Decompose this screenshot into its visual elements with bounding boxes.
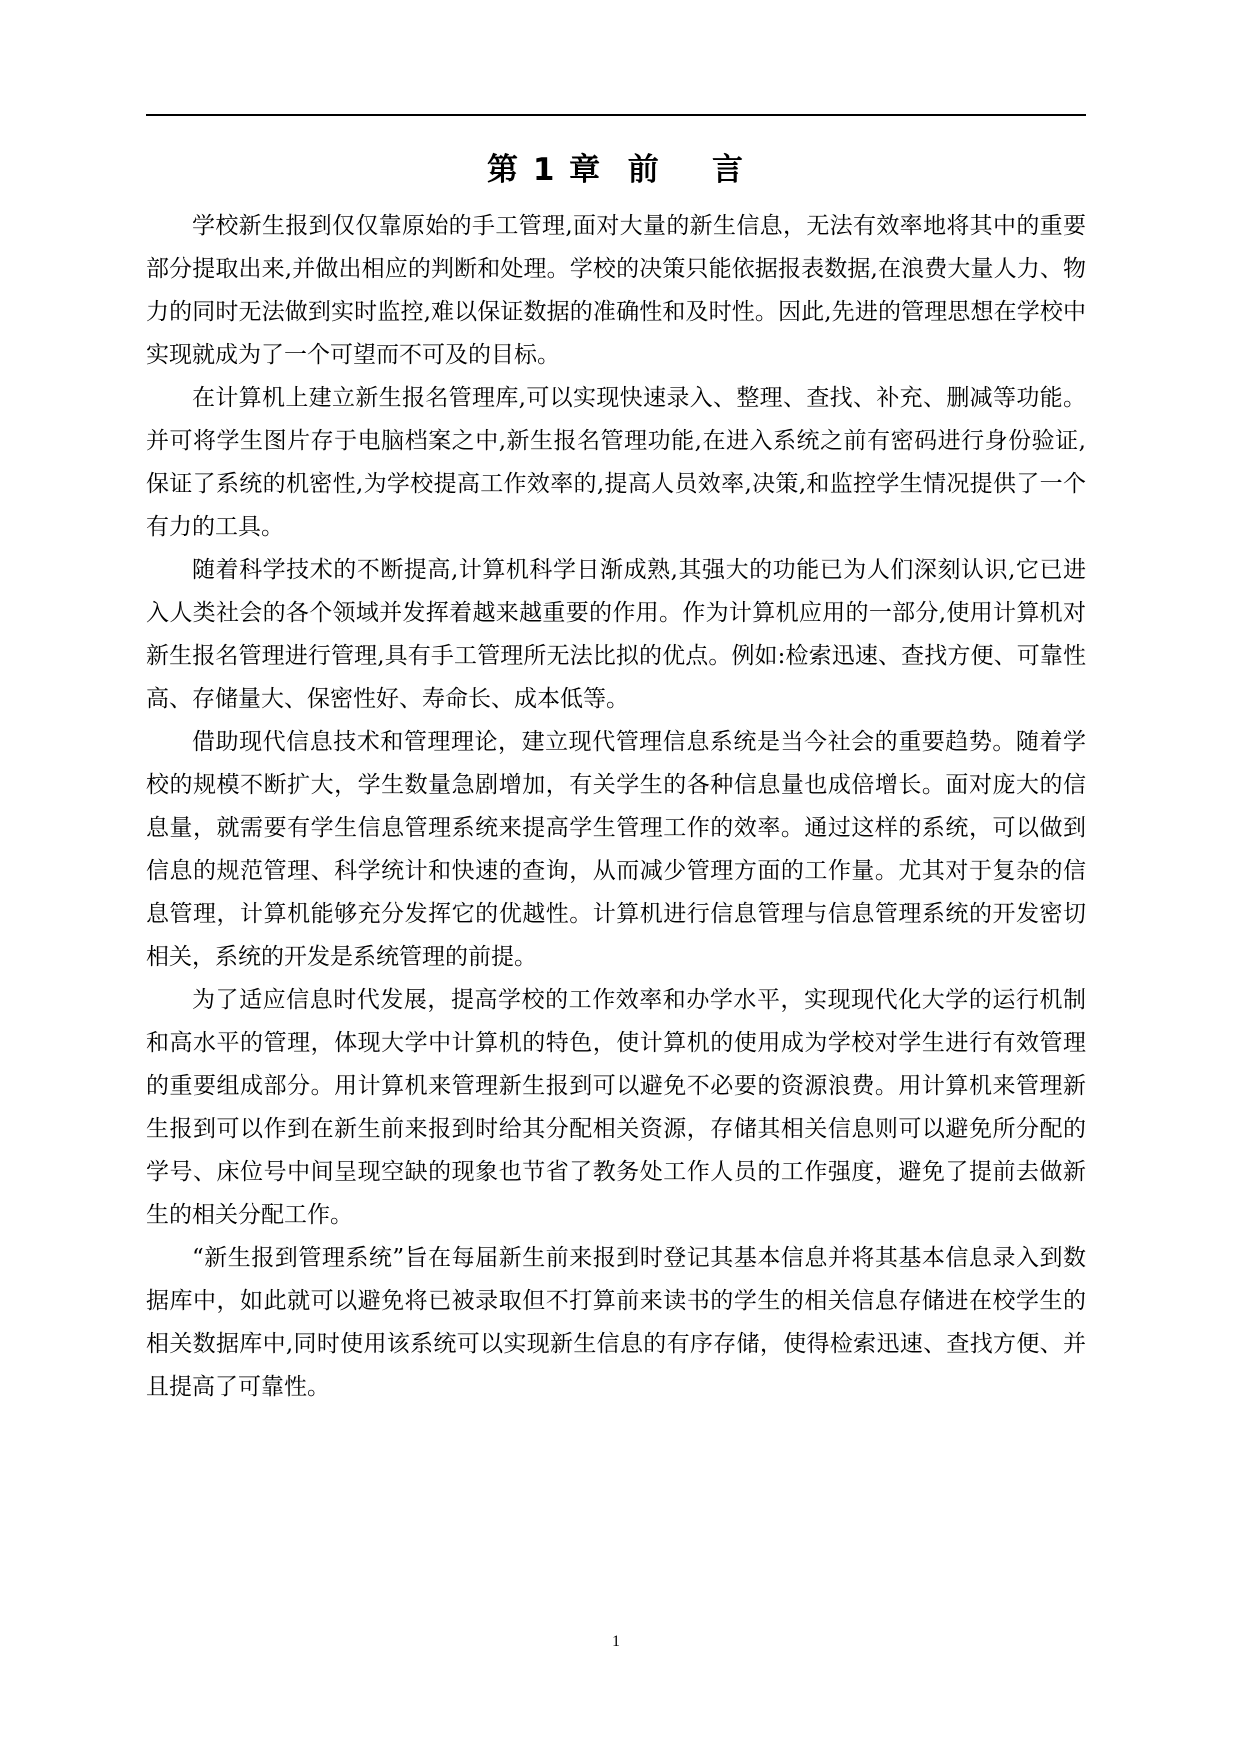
paragraph: 借助现代信息技术和管理理论，建立现代管理信息系统是当今社会的重要趋势。随着学校的规模不断扩大，学生数量急剧增加，有关学生的各种信息量也成倍增长。面对庞大的信息量，就需要有学生信息管理系统来提高学生管理工作的效率。通过这样的系统，可以做到信息的规范管理、科学统计和快速的查询，从而减少管理方面的工作量。尤其对于复杂的信息管理，计算机能够充分发挥它的优越性。计算机进行信息管理与信息管理系统的开发密切相关，系统的开发是系统管理的前提。 bbox=[146, 729, 1086, 970]
paragraph: 为了适应信息时代发展，提高学校的工作效率和办学水平，实现现代化大学的运行机制和高水平的管理，体现大学中计算机的特色，使计算机的使用成为学校对学生进行有效管理的重要组成部分。用计算机来管理新生报到可以避免不必要的资源浪费。用计算机来管理新生报到可以作到在新生前来报到时给其分配相关资源，存储其相关信息则可以避免所分配的学号、床位号中间呈现空缺的现象也节省了教务处工作人员的工作强度，避免了提前去做新生的相关分配工作。 bbox=[146, 987, 1086, 1228]
paragraph: “新生报到管理系统”旨在每届新生前来报到时登记其基本信息并将其基本信息录入到数据库中，如此就可以避免将已被录取但不打算前来读书的学生的相关信息存储进在校学生的相关数据库中,同时使用该系统可以实现新生信息的有序存储，使得检索迅速、查找方便、并且提高了可靠性。 bbox=[146, 1245, 1086, 1400]
chapter-title: 第 1 章 前 言 bbox=[487, 152, 745, 188]
body-text bbox=[146, 205, 1086, 1409]
page-number: 1 bbox=[612, 1633, 620, 1650]
header-rule bbox=[146, 114, 1086, 116]
paragraph: 随着科学技术的不断提高,计算机科学日渐成熟,其强大的功能已为人们深刻认识,它已进入人类社会的各个领域并发挥着越来越重要的作用。作为计算机应用的一部分,使用计算机对新生报名管理进行管理,具有手工管理所无法比拟的优点。例如:检索迅速、查找方便、可靠性高、存储量大、保密性好、寿命长、成本低等。 bbox=[146, 557, 1086, 712]
paragraph: 学校新生报到仅仅靠原始的手工管理,面对大量的新生信息，无法有效率地将其中的重要部分提取出来,并做出相应的判断和处理。学校的决策只能依据报表数据,在浪费大量人力、物力的同时无法做到实时监控,难以保证数据的准确性和及时性。因此,先进的管理思想在学校中实现就成为了一个可望而不可及的目标。 bbox=[146, 213, 1086, 368]
paragraph: 在计算机上建立新生报名管理库,可以实现快速录入、整理、查找、补充、删减等功能。并可将学生图片存于电脑档案之中,新生报名管理功能,在进入系统之前有密码进行身份验证,保证了系统的机密性,为学校提高工作效率的,提高人员效率,决策,和监控学生情况提供了一个有力的工具。 bbox=[146, 385, 1086, 540]
